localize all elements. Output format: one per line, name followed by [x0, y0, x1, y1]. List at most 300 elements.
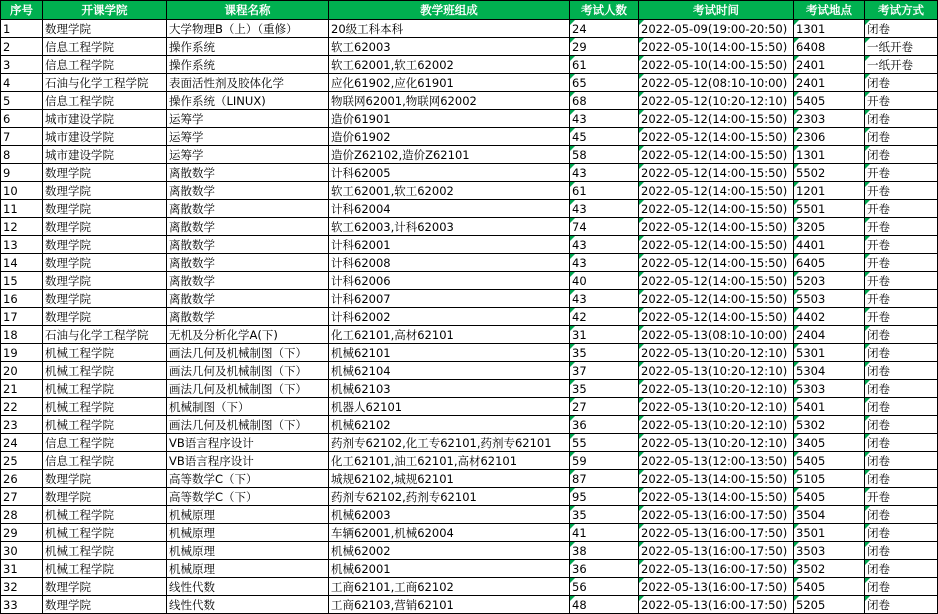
cell-index[interactable]: 15 — [1, 272, 43, 290]
cell-course[interactable]: 离散数学 — [167, 164, 329, 182]
cell-room[interactable]: 5303 — [794, 380, 865, 398]
cell-room[interactable]: 5405 — [794, 578, 865, 596]
cell-room[interactable]: 3205 — [794, 218, 865, 236]
cell-index[interactable]: 6 — [1, 110, 43, 128]
cell-count[interactable]: 74 — [570, 218, 639, 236]
cell-classes[interactable]: 机械62002 — [329, 542, 570, 560]
cell-count[interactable]: 43 — [570, 200, 639, 218]
table-row[interactable] — [1, 200, 938, 218]
cell-classes[interactable]: 机械62103 — [329, 380, 570, 398]
cell-classes[interactable]: 机械62001 — [329, 560, 570, 578]
cell-mode[interactable]: 闭卷 — [865, 146, 938, 164]
cell-count[interactable]: 37 — [570, 362, 639, 380]
cell-course[interactable]: 机械原理 — [167, 542, 329, 560]
cell-time[interactable]: 2022-05-12(14:00-15:50) — [639, 182, 794, 200]
cell-course[interactable]: 机械制图（下） — [167, 398, 329, 416]
cell-index[interactable]: 32 — [1, 578, 43, 596]
cell-count[interactable]: 42 — [570, 308, 639, 326]
cell-room[interactable]: 1301 — [794, 20, 865, 38]
cell-classes[interactable]: 药剂专62102,药剂专62101 — [329, 488, 570, 506]
cell-time[interactable]: 2022-05-12(14:00-15:50) — [639, 236, 794, 254]
cell-room[interactable]: 3405 — [794, 434, 865, 452]
cell-classes[interactable]: 城规62102,城规62101 — [329, 470, 570, 488]
cell-classes[interactable]: 软工62003,计科62003 — [329, 218, 570, 236]
table-row[interactable] — [1, 56, 938, 74]
cell-classes[interactable]: 计科62001 — [329, 236, 570, 254]
cell-college[interactable]: 信息工程学院 — [43, 452, 167, 470]
cell-college[interactable]: 信息工程学院 — [43, 56, 167, 74]
cell-college[interactable]: 信息工程学院 — [43, 38, 167, 56]
cell-mode[interactable]: 闭卷 — [865, 344, 938, 362]
cell-index[interactable]: 7 — [1, 128, 43, 146]
cell-index[interactable]: 1 — [1, 20, 43, 38]
cell-course[interactable]: 操作系统 — [167, 38, 329, 56]
cell-mode[interactable]: 开卷 — [865, 254, 938, 272]
cell-room[interactable]: 3501 — [794, 524, 865, 542]
table-row[interactable] — [1, 506, 938, 524]
table-row[interactable] — [1, 128, 938, 146]
cell-classes[interactable]: 计科62006 — [329, 272, 570, 290]
cell-classes[interactable]: 软工62001,软工62002 — [329, 182, 570, 200]
cell-time[interactable]: 2022-05-12(14:00-15:50) — [639, 200, 794, 218]
cell-count[interactable]: 61 — [570, 56, 639, 74]
cell-course[interactable]: 画法几何及机械制图（下） — [167, 380, 329, 398]
cell-mode[interactable]: 开卷 — [865, 236, 938, 254]
cell-mode[interactable]: 闭卷 — [865, 452, 938, 470]
cell-college[interactable]: 机械工程学院 — [43, 560, 167, 578]
cell-room[interactable]: 5405 — [794, 452, 865, 470]
cell-room[interactable]: 5105 — [794, 470, 865, 488]
cell-room[interactable]: 5405 — [794, 92, 865, 110]
cell-course[interactable]: 操作系统（LINUX) — [167, 92, 329, 110]
cell-course[interactable]: 机械原理 — [167, 506, 329, 524]
cell-classes[interactable]: 20级工科本科 — [329, 20, 570, 38]
cell-college[interactable]: 数理学院 — [43, 470, 167, 488]
cell-time[interactable]: 2022-05-09(19:00-20:50) — [639, 20, 794, 38]
cell-classes[interactable]: 机械62003 — [329, 506, 570, 524]
cell-time[interactable]: 2022-05-12(14:00-15:50) — [639, 164, 794, 182]
table-row[interactable] — [1, 362, 938, 380]
cell-index[interactable]: 29 — [1, 524, 43, 542]
cell-classes[interactable]: 计科62008 — [329, 254, 570, 272]
cell-room[interactable]: 5301 — [794, 344, 865, 362]
cell-course[interactable]: 离散数学 — [167, 182, 329, 200]
cell-time[interactable]: 2022-05-13(10:20-12:10) — [639, 398, 794, 416]
cell-time[interactable]: 2022-05-13(16:00-17:50) — [639, 542, 794, 560]
cell-index[interactable]: 18 — [1, 326, 43, 344]
cell-course[interactable]: 表面活性剂及胶体化学 — [167, 74, 329, 92]
cell-classes[interactable]: 物联网62001,物联网62002 — [329, 92, 570, 110]
cell-index[interactable]: 28 — [1, 506, 43, 524]
table-row[interactable] — [1, 74, 938, 92]
table-row[interactable] — [1, 38, 938, 56]
cell-time[interactable]: 2022-05-12(08:10-10:00) — [639, 74, 794, 92]
cell-college[interactable]: 数理学院 — [43, 200, 167, 218]
cell-count[interactable]: 43 — [570, 290, 639, 308]
cell-room[interactable]: 5203 — [794, 272, 865, 290]
cell-room[interactable]: 2401 — [794, 74, 865, 92]
cell-mode[interactable]: 闭卷 — [865, 20, 938, 38]
cell-count[interactable]: 35 — [570, 344, 639, 362]
cell-college[interactable]: 石油与化学工程学院 — [43, 74, 167, 92]
cell-mode[interactable]: 闭卷 — [865, 434, 938, 452]
cell-time[interactable]: 2022-05-12(14:00-15:50) — [639, 254, 794, 272]
cell-college[interactable]: 数理学院 — [43, 254, 167, 272]
cell-count[interactable]: 61 — [570, 182, 639, 200]
cell-room[interactable]: 5502 — [794, 164, 865, 182]
cell-college[interactable]: 数理学院 — [43, 20, 167, 38]
cell-count[interactable]: 55 — [570, 434, 639, 452]
cell-count[interactable]: 65 — [570, 74, 639, 92]
cell-classes[interactable]: 机械62104 — [329, 362, 570, 380]
cell-time[interactable]: 2022-05-13(10:20-12:10) — [639, 434, 794, 452]
cell-time[interactable]: 2022-05-13(12:00-13:50) — [639, 452, 794, 470]
cell-course[interactable]: 画法几何及机械制图（下） — [167, 362, 329, 380]
cell-classes[interactable]: 软工62003 — [329, 38, 570, 56]
cell-count[interactable]: 35 — [570, 506, 639, 524]
cell-index[interactable]: 30 — [1, 542, 43, 560]
cell-room[interactable]: 2303 — [794, 110, 865, 128]
table-row[interactable] — [1, 596, 938, 614]
cell-time[interactable]: 2022-05-13(10:20-12:10) — [639, 344, 794, 362]
cell-classes[interactable]: 应化61902,应化61901 — [329, 74, 570, 92]
cell-classes[interactable]: 工商62101,工商62102 — [329, 578, 570, 596]
cell-college[interactable]: 石油与化学工程学院 — [43, 326, 167, 344]
cell-classes[interactable]: 车辆62001,机械62004 — [329, 524, 570, 542]
cell-index[interactable]: 2 — [1, 38, 43, 56]
cell-course[interactable]: 运筹学 — [167, 110, 329, 128]
cell-course[interactable]: 高等数学C（下） — [167, 470, 329, 488]
table-row[interactable] — [1, 290, 938, 308]
cell-count[interactable]: 95 — [570, 488, 639, 506]
cell-time[interactable]: 2022-05-13(16:00-17:50) — [639, 524, 794, 542]
cell-college[interactable]: 机械工程学院 — [43, 524, 167, 542]
cell-room[interactable]: 5501 — [794, 200, 865, 218]
cell-college[interactable]: 信息工程学院 — [43, 434, 167, 452]
cell-index[interactable]: 23 — [1, 416, 43, 434]
cell-college[interactable]: 机械工程学院 — [43, 362, 167, 380]
table-row[interactable] — [1, 272, 938, 290]
cell-time[interactable]: 2022-05-10(14:00-15:50) — [639, 56, 794, 74]
cell-time[interactable]: 2022-05-10(14:00-15:50) — [639, 38, 794, 56]
cell-index[interactable]: 31 — [1, 560, 43, 578]
cell-course[interactable]: 操作系统 — [167, 56, 329, 74]
cell-count[interactable]: 35 — [570, 380, 639, 398]
cell-count[interactable]: 48 — [570, 596, 639, 614]
cell-course[interactable]: 机械原理 — [167, 524, 329, 542]
cell-mode[interactable]: 闭卷 — [865, 416, 938, 434]
cell-classes[interactable]: 工商62103,营销62101 — [329, 596, 570, 614]
table-row[interactable] — [1, 434, 938, 452]
cell-room[interactable]: 6408 — [794, 38, 865, 56]
cell-mode[interactable]: 闭卷 — [865, 542, 938, 560]
cell-count[interactable]: 36 — [570, 416, 639, 434]
cell-mode[interactable]: 开卷 — [865, 218, 938, 236]
cell-room[interactable]: 5503 — [794, 290, 865, 308]
cell-mode[interactable]: 开卷 — [865, 488, 938, 506]
cell-index[interactable]: 21 — [1, 380, 43, 398]
cell-mode[interactable]: 开卷 — [865, 92, 938, 110]
cell-index[interactable]: 11 — [1, 200, 43, 218]
cell-room[interactable]: 2401 — [794, 56, 865, 74]
cell-index[interactable]: 8 — [1, 146, 43, 164]
cell-course[interactable]: 离散数学 — [167, 218, 329, 236]
cell-classes[interactable]: 计科62004 — [329, 200, 570, 218]
cell-college[interactable]: 机械工程学院 — [43, 416, 167, 434]
cell-room[interactable]: 1201 — [794, 182, 865, 200]
cell-course[interactable]: 画法几何及机械制图（下） — [167, 416, 329, 434]
cell-room[interactable]: 1301 — [794, 146, 865, 164]
cell-count[interactable]: 43 — [570, 254, 639, 272]
table-row[interactable] — [1, 452, 938, 470]
cell-mode[interactable]: 闭卷 — [865, 380, 938, 398]
cell-room[interactable]: 2306 — [794, 128, 865, 146]
cell-count[interactable]: 56 — [570, 578, 639, 596]
cell-classes[interactable]: 计科62005 — [329, 164, 570, 182]
cell-index[interactable]: 33 — [1, 596, 43, 614]
cell-classes[interactable]: 计科62002 — [329, 308, 570, 326]
table-row[interactable] — [1, 470, 938, 488]
cell-classes[interactable]: 化工62101,高材62101 — [329, 326, 570, 344]
cell-count[interactable]: 38 — [570, 542, 639, 560]
cell-count[interactable]: 24 — [570, 20, 639, 38]
cell-college[interactable]: 数理学院 — [43, 596, 167, 614]
column-header-college: 开课学院 — [43, 1, 167, 20]
cell-course[interactable]: 离散数学 — [167, 236, 329, 254]
cell-course[interactable]: 运筹学 — [167, 128, 329, 146]
column-header-mode: 考试方式 — [865, 1, 938, 20]
cell-time[interactable]: 2022-05-12(14:00-15:50) — [639, 128, 794, 146]
cell-course[interactable]: 线性代数 — [167, 578, 329, 596]
cell-room[interactable]: 5304 — [794, 362, 865, 380]
cell-room[interactable]: 5205 — [794, 596, 865, 614]
cell-mode[interactable]: 闭卷 — [865, 524, 938, 542]
cell-index[interactable]: 27 — [1, 488, 43, 506]
table-row[interactable] — [1, 92, 938, 110]
cell-index[interactable]: 9 — [1, 164, 43, 182]
cell-course[interactable]: VB语言程序设计 — [167, 452, 329, 470]
cell-count[interactable]: 29 — [570, 38, 639, 56]
cell-classes[interactable]: 造价61901 — [329, 110, 570, 128]
cell-index[interactable]: 10 — [1, 182, 43, 200]
cell-mode[interactable]: 闭卷 — [865, 506, 938, 524]
cell-time[interactable]: 2022-05-12(14:00-15:50) — [639, 110, 794, 128]
cell-college[interactable]: 数理学院 — [43, 488, 167, 506]
cell-classes[interactable]: 软工62001,软工62002 — [329, 56, 570, 74]
cell-mode[interactable]: 闭卷 — [865, 128, 938, 146]
cell-room[interactable]: 6405 — [794, 254, 865, 272]
cell-classes[interactable]: 化工62101,油工62101,高材62101 — [329, 452, 570, 470]
cell-mode[interactable]: 闭卷 — [865, 398, 938, 416]
cell-room[interactable]: 3502 — [794, 560, 865, 578]
table-row[interactable] — [1, 236, 938, 254]
cell-course[interactable]: 机械原理 — [167, 560, 329, 578]
cell-count[interactable]: 68 — [570, 92, 639, 110]
cell-time[interactable]: 2022-05-12(14:00-15:50) — [639, 272, 794, 290]
cell-count[interactable]: 45 — [570, 128, 639, 146]
cell-mode[interactable]: 开卷 — [865, 272, 938, 290]
cell-time[interactable]: 2022-05-13(16:00-17:50) — [639, 596, 794, 614]
table-row[interactable] — [1, 326, 938, 344]
cell-index[interactable]: 22 — [1, 398, 43, 416]
cell-classes[interactable]: 造价Z62102,造价Z62101 — [329, 146, 570, 164]
cell-count[interactable]: 36 — [570, 560, 639, 578]
cell-mode[interactable]: 开卷 — [865, 290, 938, 308]
cell-mode[interactable]: 闭卷 — [865, 470, 938, 488]
table-row[interactable] — [1, 146, 938, 164]
cell-count[interactable]: 27 — [570, 398, 639, 416]
table-row[interactable] — [1, 524, 938, 542]
cell-room[interactable]: 5401 — [794, 398, 865, 416]
cell-count[interactable]: 43 — [570, 164, 639, 182]
cell-count[interactable]: 87 — [570, 470, 639, 488]
cell-index[interactable]: 20 — [1, 362, 43, 380]
cell-index[interactable]: 3 — [1, 56, 43, 74]
cell-mode[interactable]: 一纸开卷 — [865, 56, 938, 74]
table-row[interactable] — [1, 398, 938, 416]
cell-time[interactable]: 2022-05-13(08:10-10:00) — [639, 326, 794, 344]
table-row[interactable] — [1, 578, 938, 596]
cell-college[interactable]: 数理学院 — [43, 164, 167, 182]
cell-index[interactable]: 16 — [1, 290, 43, 308]
cell-mode[interactable]: 开卷 — [865, 182, 938, 200]
cell-index[interactable]: 25 — [1, 452, 43, 470]
cell-course[interactable]: 离散数学 — [167, 308, 329, 326]
cell-mode[interactable]: 闭卷 — [865, 110, 938, 128]
table-row[interactable] — [1, 416, 938, 434]
table-row[interactable] — [1, 164, 938, 182]
cell-college[interactable]: 机械工程学院 — [43, 542, 167, 560]
cell-index[interactable]: 12 — [1, 218, 43, 236]
cell-time[interactable]: 2022-05-13(14:00-15:50) — [639, 470, 794, 488]
cell-time[interactable]: 2022-05-13(16:00-17:50) — [639, 506, 794, 524]
cell-count[interactable]: 31 — [570, 326, 639, 344]
cell-index[interactable]: 14 — [1, 254, 43, 272]
table-row[interactable] — [1, 542, 938, 560]
cell-college[interactable]: 数理学院 — [43, 578, 167, 596]
cell-mode[interactable]: 开卷 — [865, 200, 938, 218]
cell-course[interactable]: 离散数学 — [167, 290, 329, 308]
table-row[interactable] — [1, 488, 938, 506]
table-row[interactable] — [1, 308, 938, 326]
cell-count[interactable]: 41 — [570, 524, 639, 542]
cell-mode[interactable]: 闭卷 — [865, 596, 938, 614]
cell-classes[interactable]: 造价61902 — [329, 128, 570, 146]
cell-course[interactable]: 运筹学 — [167, 146, 329, 164]
cell-room[interactable]: 4401 — [794, 236, 865, 254]
cell-mode[interactable]: 闭卷 — [865, 326, 938, 344]
cell-time[interactable]: 2022-05-13(14:00-15:50) — [639, 488, 794, 506]
cell-college[interactable]: 数理学院 — [43, 218, 167, 236]
cell-time[interactable]: 2022-05-12(14:00-15:50) — [639, 218, 794, 236]
cell-college[interactable]: 机械工程学院 — [43, 380, 167, 398]
cell-college[interactable]: 数理学院 — [43, 308, 167, 326]
cell-mode[interactable]: 一纸开卷 — [865, 38, 938, 56]
cell-classes[interactable]: 药剂专62102,化工专62101,药剂专62101 — [329, 434, 570, 452]
cell-room[interactable]: 5405 — [794, 488, 865, 506]
cell-course[interactable]: 大学物理B（上）（重修） — [167, 20, 329, 38]
cell-room[interactable]: 3503 — [794, 542, 865, 560]
cell-count[interactable]: 40 — [570, 272, 639, 290]
cell-course[interactable]: 画法几何及机械制图（下） — [167, 344, 329, 362]
cell-course[interactable]: 高等数学C（下） — [167, 488, 329, 506]
table-row[interactable] — [1, 254, 938, 272]
cell-college[interactable]: 城市建设学院 — [43, 110, 167, 128]
cell-college[interactable]: 机械工程学院 — [43, 506, 167, 524]
cell-room[interactable]: 3504 — [794, 506, 865, 524]
cell-course[interactable]: 离散数学 — [167, 254, 329, 272]
cell-mode[interactable]: 闭卷 — [865, 578, 938, 596]
cell-classes[interactable]: 计科62007 — [329, 290, 570, 308]
table-row[interactable] — [1, 20, 938, 38]
cell-time[interactable]: 2022-05-12(14:00-15:50) — [639, 290, 794, 308]
cell-college[interactable]: 机械工程学院 — [43, 344, 167, 362]
cell-room[interactable]: 2404 — [794, 326, 865, 344]
cell-college[interactable]: 信息工程学院 — [43, 92, 167, 110]
cell-classes[interactable]: 机械62101 — [329, 344, 570, 362]
cell-room[interactable]: 5302 — [794, 416, 865, 434]
cell-time[interactable]: 2022-05-12(14:00-15:50) — [639, 308, 794, 326]
cell-time[interactable]: 2022-05-13(16:00-17:50) — [639, 560, 794, 578]
cell-course[interactable]: 线性代数 — [167, 596, 329, 614]
cell-time[interactable]: 2022-05-13(16:00-17:50) — [639, 578, 794, 596]
cell-count[interactable]: 43 — [570, 110, 639, 128]
cell-count[interactable]: 58 — [570, 146, 639, 164]
cell-index[interactable]: 5 — [1, 92, 43, 110]
cell-mode[interactable]: 开卷 — [865, 164, 938, 182]
cell-mode[interactable]: 开卷 — [865, 308, 938, 326]
cell-mode[interactable]: 闭卷 — [865, 74, 938, 92]
cell-college[interactable]: 城市建设学院 — [43, 128, 167, 146]
cell-time[interactable]: 2022-05-13(10:20-12:10) — [639, 362, 794, 380]
table-row[interactable] — [1, 110, 938, 128]
column-header-room: 考试地点 — [794, 1, 865, 20]
cell-college[interactable]: 数理学院 — [43, 272, 167, 290]
cell-course[interactable]: 离散数学 — [167, 272, 329, 290]
cell-mode[interactable]: 闭卷 — [865, 560, 938, 578]
table-row[interactable] — [1, 344, 938, 362]
cell-classes[interactable]: 机器人62101 — [329, 398, 570, 416]
cell-room[interactable]: 4402 — [794, 308, 865, 326]
cell-college[interactable]: 机械工程学院 — [43, 398, 167, 416]
cell-index[interactable]: 4 — [1, 74, 43, 92]
cell-index[interactable]: 24 — [1, 434, 43, 452]
cell-time[interactable]: 2022-05-13(10:20-12:10) — [639, 416, 794, 434]
cell-course[interactable]: 离散数学 — [167, 200, 329, 218]
cell-course[interactable]: 无机及分析化学A(下) — [167, 326, 329, 344]
cell-time[interactable]: 2022-05-13(10:20-12:10) — [639, 380, 794, 398]
cell-course[interactable]: VB语言程序设计 — [167, 434, 329, 452]
cell-count[interactable]: 59 — [570, 452, 639, 470]
cell-college[interactable]: 城市建设学院 — [43, 146, 167, 164]
cell-time[interactable]: 2022-05-12(14:00-15:50) — [639, 146, 794, 164]
cell-index[interactable]: 19 — [1, 344, 43, 362]
cell-time[interactable]: 2022-05-12(10:20-12:10) — [639, 92, 794, 110]
table-row[interactable] — [1, 182, 938, 200]
cell-classes[interactable]: 机械62102 — [329, 416, 570, 434]
cell-index[interactable]: 17 — [1, 308, 43, 326]
table-row[interactable] — [1, 560, 938, 578]
table-row[interactable] — [1, 218, 938, 236]
cell-count[interactable]: 43 — [570, 236, 639, 254]
cell-college[interactable]: 数理学院 — [43, 182, 167, 200]
cell-index[interactable]: 26 — [1, 470, 43, 488]
cell-college[interactable]: 数理学院 — [43, 290, 167, 308]
cell-college[interactable]: 数理学院 — [43, 236, 167, 254]
cell-index[interactable]: 13 — [1, 236, 43, 254]
cell-mode[interactable]: 闭卷 — [865, 362, 938, 380]
table-row[interactable] — [1, 380, 938, 398]
